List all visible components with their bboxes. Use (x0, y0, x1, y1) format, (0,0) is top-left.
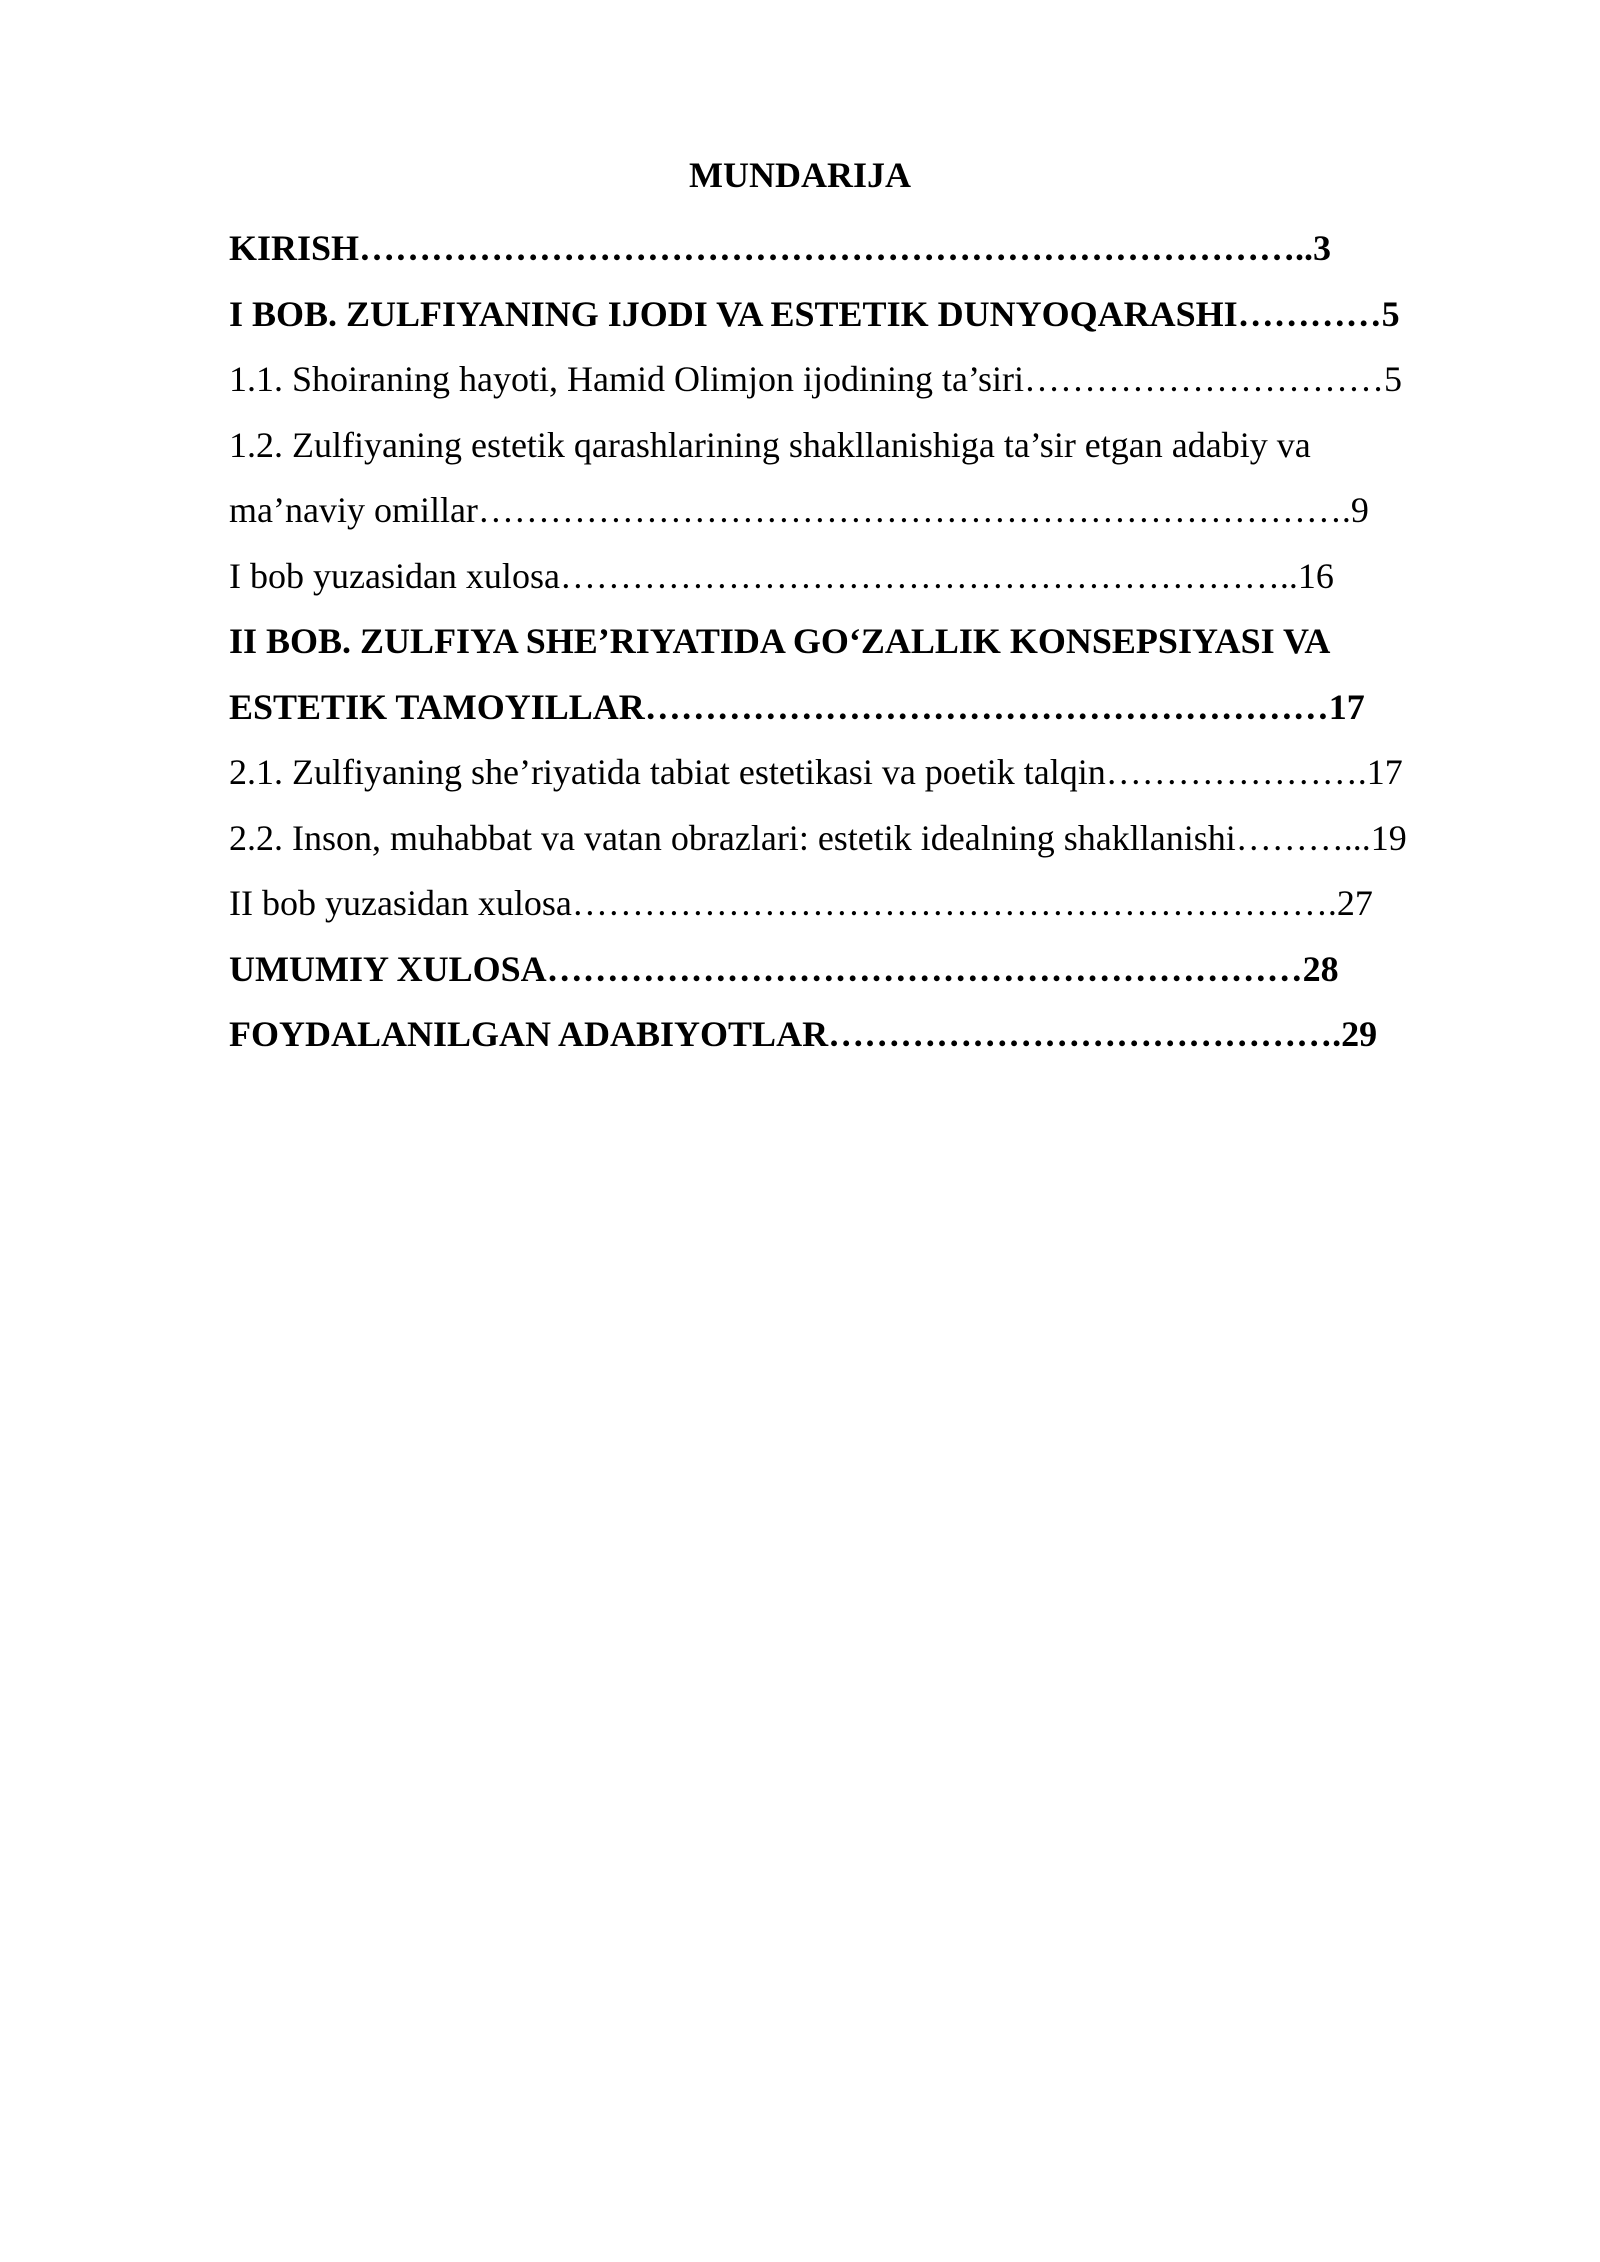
toc-entry-kirish: KIRISH……………………………………………………………………..3 (229, 228, 1332, 268)
toc-entry-section-1-1: 1.1. Shoiraning hayoti, Hamid Olimjon ijodining ta’siri…………………………5 (229, 359, 1402, 399)
toc-entry-chapter-2-line-1: II BOB. ZULFIYA SHE’RIYATIDA GO‘ZALLIK KONSEPSIYASI VA (229, 621, 1331, 661)
toc-entry-section-2-1: 2.1. Zulfiyaning she’riyatida tabiat estetikasi va poetik talqin………………….17 (229, 752, 1403, 792)
toc-entry-section-1-2-line-2: ma’naviy omillar……………………………………………………………….9 (229, 490, 1369, 530)
toc-entry-chapter-2-conclusion: II bob yuzasidan xulosa……………………………………………………….27 (229, 883, 1373, 923)
toc-entry-references: FOYDALANILGAN ADABIYOTLAR…………………………………….29 (229, 1014, 1378, 1054)
page-title: MUNDARIJA (689, 155, 911, 195)
toc-entry-chapter-1: I BOB. ZULFIYANING IJODI VA ESTETIK DUNYOQARASHI…………5 (229, 293, 1400, 334)
toc-entry-section-1-2-line-1: 1.2. Zulfiyaning estetik qarashlarining shakllanishiga ta’sir etgan adabiy va (229, 424, 1311, 465)
toc-entry-general-conclusion: UMUMIY XULOSA………………………………………………………28 (229, 948, 1339, 989)
toc-entry-chapter-1-conclusion: I bob yuzasidan xulosa……………………………………………………..16 (229, 555, 1334, 596)
toc-entry-section-2-2: 2.2. Inson, muhabbat va vatan obrazlari: estetik idealning shakllanishi………...19 (229, 817, 1407, 858)
table-of-contents (229, 216, 1459, 1068)
toc-entry-chapter-2-line-2: ESTETIK TAMOYILLAR…………………………………………………17 (229, 686, 1365, 727)
